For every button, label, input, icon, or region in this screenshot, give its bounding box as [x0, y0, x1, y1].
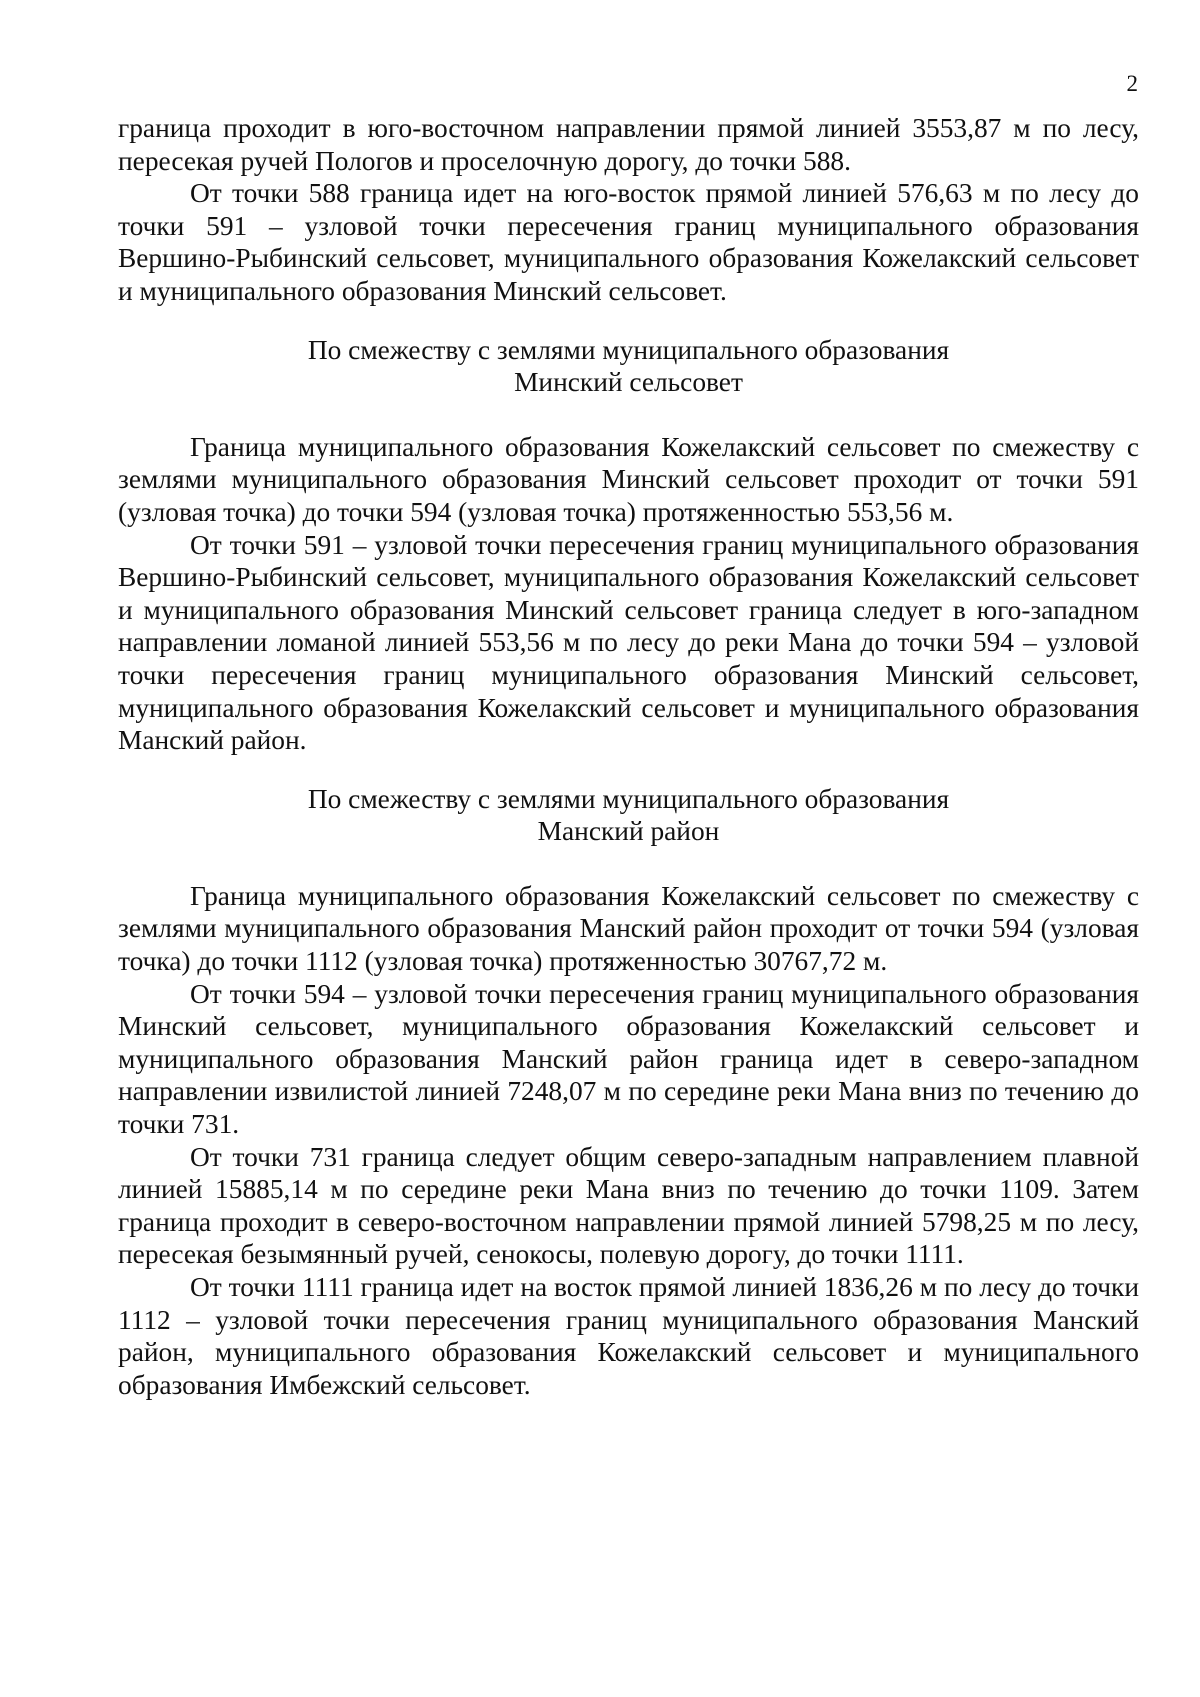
section-heading-line: Манский район	[537, 816, 720, 847]
section-heading-line: По смежеству с землями муниципального образования	[307, 334, 950, 365]
intro-paragraph-continuation: граница проходит в юго-восточном направлении прямой линией 3553,87 м по лесу, пересекая ручей Пологов и проселочную дорогу, до точки 588.	[118, 113, 1139, 176]
body-paragraph: От точки 1111 граница идет на восток прямой линией 1836,26 м по лесу до точки 1112 – узловой точки пересечения границ муниципального образования Манский район, муниципального образования Кожелакский сельсовет и муниципального образования Имбежский сельсовет.	[118, 1272, 1139, 1400]
section-spacer	[118, 757, 1139, 783]
body-paragraph: От точки 591 – узловой точки пересечения границ муниципального образования Вершино-Рыбинский сельсовет, муниципального образования Кожелакский сельсовет и муниципального образования Минский сельсовет граница следует в юго-западном направлении ломаной линией 553,56 м по лесу до реки Мана до точки 594 – узловой точки пересечения границ муниципального образования Минский сельсовет, муниципального образования Кожелакский сельсовет и муниципального образования Манский район.	[118, 529, 1139, 756]
intro-paragraph: От точки 588 граница идет на юго-восток прямой линией 576,63 м по лесу до точки 591 – узловой точки пересечения границ муниципального образования Вершино-Рыбинский сельсовет, муниципального образования Кожелакский сельсовет и муниципального образования Минский сельсовет.	[118, 178, 1139, 306]
document-body	[118, 112, 1139, 1401]
section-heading-line: По смежеству с землями муниципального образования	[307, 783, 950, 814]
body-paragraph: Граница муниципального образования Кожелакский сельсовет по смежеству с землями муниципального образования Минский сельсовет проходит от точки 591 (узловая точка) до точки 594 (узловая точка) протяженностью 553,56 м.	[118, 431, 1139, 527]
body-paragraph: Граница муниципального образования Кожелакский сельсовет по смежеству с землями муниципального образования Манский район проходит от точки 594 (узловая точка) до точки 1112 (узловая точка) протяженностью 30767,72 м.	[118, 880, 1139, 977]
body-paragraph: От точки 731 граница следует общим северо-западным направлением плавной линией 15885,14 м по середине реки Мана вниз по течению до точки 1109. Затем граница проходит в северо-восточном направлении прямой линией 5798,25 м по лесу, пересекая безымянный ручей, сенокосы, полевую дорогу, до точки 1111.	[118, 1141, 1139, 1270]
body-paragraph: От точки 594 – узловой точки пересечения границ муниципального образования Минский сельсовет, муниципального образования Кожелакский сельсовет и муниципального образования Манский район граница идет в северо-западном направлении извилистой линией 7248,07 м по середине реки Мана вниз по течению до точки 731.	[118, 978, 1139, 1140]
section-spacer	[118, 848, 1139, 880]
section-heading-minsky	[118, 334, 1139, 399]
section-heading-mansky	[118, 783, 1139, 848]
page-number: 2	[1126, 71, 1138, 96]
section-spacer	[118, 308, 1139, 334]
section-spacer	[118, 399, 1139, 431]
section-heading-line: Минский сельсовет	[514, 367, 743, 398]
